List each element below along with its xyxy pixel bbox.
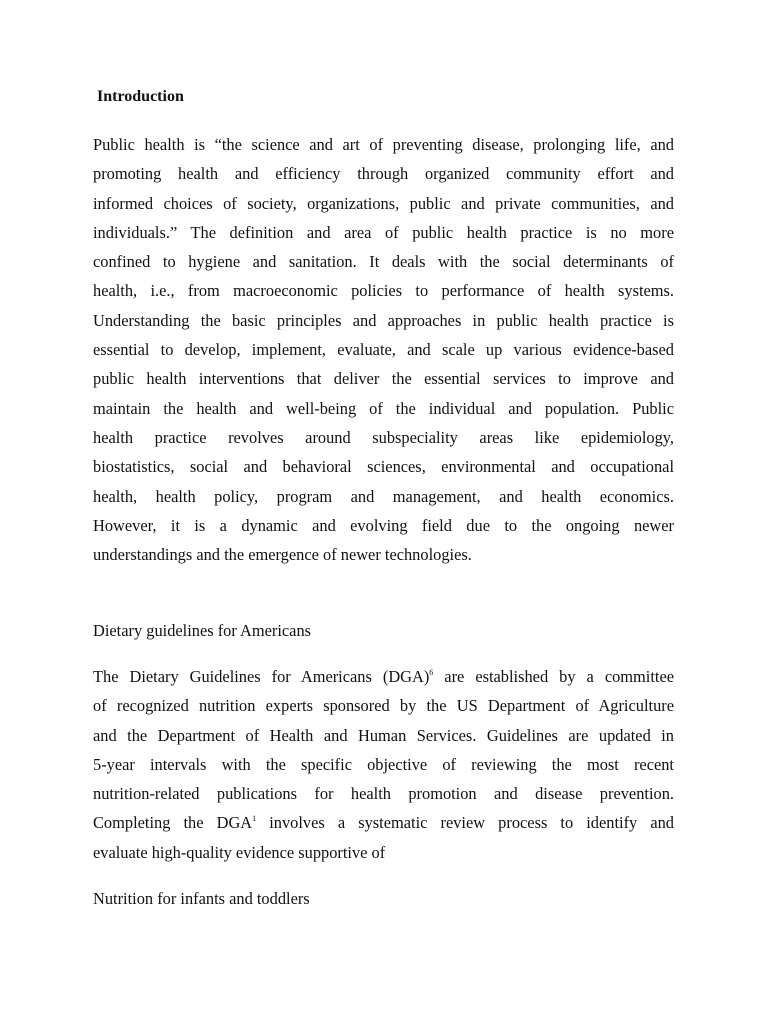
paragraph-line: maintain the health and well-being of the individual and population. Public [93,398,674,418]
paragraph-line: individuals.” The definition and area of public health practice is no more [93,222,674,242]
paragraph-line: evaluate high-quality evidence supportive of [93,842,386,862]
paragraph-line: essential to develop, implement, evaluate, and scale up various evidence-based [93,340,674,360]
paragraph-line: public health interventions that deliver the essential services to improve and [93,369,674,389]
paragraph-line: promoting health and efficiency through organized community effort and [93,164,674,184]
text-segment: involves a systematic review process to identify and [256,813,674,833]
paragraph-line: understandings and the emergence of newer technologies. [93,545,472,565]
introduction-paragraph [93,130,674,569]
footnote-reference: 6 [429,668,434,677]
paragraph-line: and the Department of Health and Human Services. Guidelines are updated in [93,725,674,745]
text-segment: The Dietary Guidelines for Americans (DGA) [93,667,430,686]
paragraph-line: of recognized nutrition experts sponsored by the US Department of Agriculture [93,696,674,716]
paragraph-line: health, i.e., from macroeconomic policies to performance of health systems. [93,281,674,301]
paragraph-line [93,808,674,837]
paragraph-line: confined to hygiene and sanitation. It deals with the social determinants of [93,252,674,272]
footnote-reference: 1 [252,814,257,824]
paragraph-line: health practice revolves around subspeciality areas like epidemiology, [93,427,674,447]
paragraph-line [93,662,674,691]
introduction-heading: Introduction [97,88,184,105]
paragraph-line: 5-year intervals with the specific objective of reviewing the most recent [93,754,674,774]
paragraph-line: informed choices of society, organizations, public and private communities, and [93,193,674,213]
nutrition-infants-heading: Nutrition for infants and toddlers [93,889,310,908]
text-segment: are established by a committee [433,667,674,686]
dietary-guidelines-heading: Dietary guidelines for Americans [93,621,312,640]
dietary-guidelines-paragraph [93,662,674,867]
text-segment: Completing the DGA [93,813,253,833]
paragraph-line: nutrition-related publications for health promotion and disease prevention. [93,784,674,804]
paragraph-line: However, it is a dynamic and evolving field due to the ongoing newer [93,515,674,535]
paragraph-line: biostatistics, social and behavioral sciences, environmental and occupational [93,457,674,477]
paragraph-line: Public health is “the science and art of preventing disease, prolonging life, and [93,135,674,154]
paragraph-line: health, health policy, program and management, and health economics. [93,486,674,506]
paragraph-line: Understanding the basic principles and approaches in public health practice is [93,310,674,330]
